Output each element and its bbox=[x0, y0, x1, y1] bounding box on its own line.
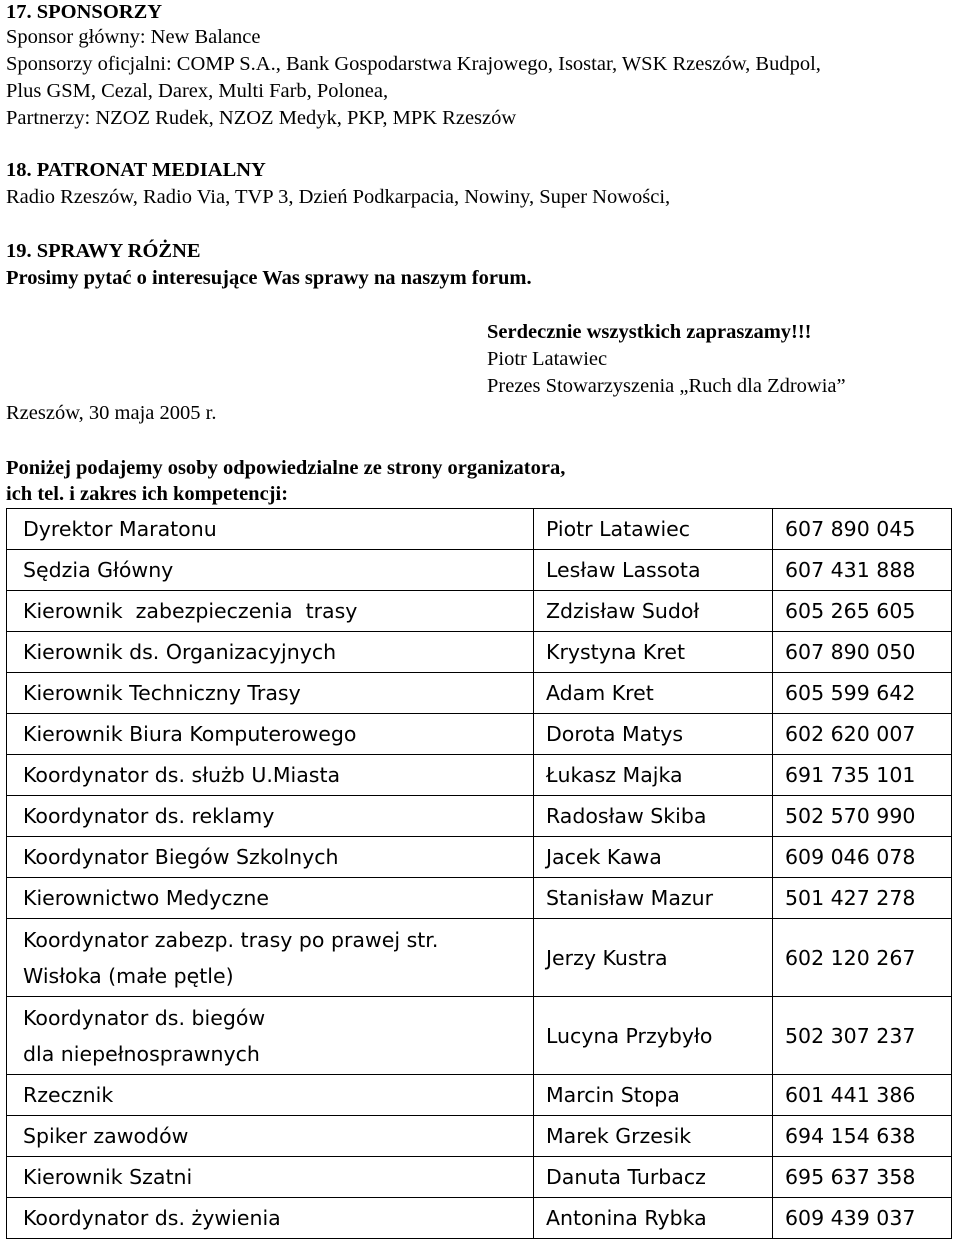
phone-cell: 607 890 050 bbox=[773, 632, 952, 673]
name-cell: Dorota Matys bbox=[534, 714, 773, 755]
sponsors-heading: 17. SPONSORZY bbox=[6, 1, 163, 23]
phone-cell: 691 735 101 bbox=[773, 755, 952, 796]
phone-cell: 609 439 037 bbox=[773, 1198, 952, 1239]
name-cell: Zdzisław Sudoł bbox=[534, 591, 773, 632]
name-cell: Danuta Turbacz bbox=[534, 1157, 773, 1198]
name-cell: Krystyna Kret bbox=[534, 632, 773, 673]
table-row bbox=[7, 509, 952, 550]
name-cell: Marcin Stopa bbox=[534, 1075, 773, 1116]
role-cell: Rzecznik bbox=[7, 1075, 534, 1116]
role-line-1: Koordynator ds. biegów bbox=[23, 1005, 266, 1030]
name-cell: Adam Kret bbox=[534, 673, 773, 714]
place-and-date: Rzeszów, 30 maja 2005 r. bbox=[6, 402, 217, 424]
role-cell: Koordynator Biegów Szkolnych bbox=[7, 837, 534, 878]
partners-line: Partnerzy: NZOZ Rudek, NZOZ Medyk, PKP, MPK Rzeszów bbox=[6, 107, 517, 129]
table-row bbox=[7, 997, 952, 1075]
table-row bbox=[7, 1075, 952, 1116]
table-row bbox=[7, 878, 952, 919]
role-line-1: Koordynator zabezp. trasy po prawej str. bbox=[23, 927, 439, 952]
role-cell: Koordynator ds. służb U.Miasta bbox=[7, 755, 534, 796]
phone-cell: 609 046 078 bbox=[773, 837, 952, 878]
role-cell: Sędzia Główny bbox=[7, 550, 534, 591]
name-cell: Lesław Lassota bbox=[534, 550, 773, 591]
phone-cell: 607 431 888 bbox=[773, 550, 952, 591]
name-cell: Marek Grzesik bbox=[534, 1116, 773, 1157]
table-row bbox=[7, 755, 952, 796]
role-cell bbox=[7, 997, 534, 1075]
role-line-2: dla niepełnosprawnych bbox=[23, 1041, 260, 1066]
table-row bbox=[7, 550, 952, 591]
phone-cell: 695 637 358 bbox=[773, 1157, 952, 1198]
name-cell: Jacek Kawa bbox=[534, 837, 773, 878]
table-row bbox=[7, 1198, 952, 1239]
role-cell bbox=[7, 919, 534, 997]
name-cell: Lucyna Przybyło bbox=[534, 997, 773, 1075]
media-heading: 18. PATRONAT MEDIALNY bbox=[6, 159, 266, 181]
phone-cell: 602 620 007 bbox=[773, 714, 952, 755]
name-cell: Piotr Latawiec bbox=[534, 509, 773, 550]
phone-cell: 502 570 990 bbox=[773, 796, 952, 837]
phone-cell: 694 154 638 bbox=[773, 1116, 952, 1157]
table-row bbox=[7, 796, 952, 837]
role-cell: Kierownik zabezpieczenia trasy bbox=[7, 591, 534, 632]
phone-cell: 605 265 605 bbox=[773, 591, 952, 632]
organizers-intro-2: ich tel. i zakres ich kompetencji: bbox=[6, 483, 289, 505]
role-cell: Kierownik Biura Komputerowego bbox=[7, 714, 534, 755]
phone-cell: 602 120 267 bbox=[773, 919, 952, 997]
role-cell: Kierownictwo Medyczne bbox=[7, 878, 534, 919]
table-row bbox=[7, 1157, 952, 1198]
forum-note: Prosimy pytać o interesujące Was sprawy na naszym forum. bbox=[6, 267, 532, 289]
table-row bbox=[7, 837, 952, 878]
misc-heading: 19. SPRAWY RÓŻNE bbox=[6, 240, 201, 262]
role-cell: Koordynator ds. reklamy bbox=[7, 796, 534, 837]
table-row bbox=[7, 714, 952, 755]
role-line-2: Wisłoka (małe pętle) bbox=[23, 963, 234, 988]
table-row bbox=[7, 919, 952, 997]
name-cell: Jerzy Kustra bbox=[534, 919, 773, 997]
role-cell: Kierownik ds. Organizacyjnych bbox=[7, 632, 534, 673]
phone-cell: 605 599 642 bbox=[773, 673, 952, 714]
signatory-title: Prezes Stowarzyszenia „Ruch dla Zdrowia” bbox=[487, 375, 846, 397]
role-cell: Kierownik Techniczny Trasy bbox=[7, 673, 534, 714]
phone-cell: 601 441 386 bbox=[773, 1075, 952, 1116]
main-sponsor: Sponsor główny: New Balance bbox=[6, 26, 261, 48]
organizers-intro-1: Poniżej podajemy osoby odpowiedzialne ze strony organizatora, bbox=[6, 457, 566, 479]
invitation: Serdecznie wszystkich zapraszamy!!! bbox=[487, 321, 812, 343]
phone-cell: 501 427 278 bbox=[773, 878, 952, 919]
table-row bbox=[7, 673, 952, 714]
phone-cell: 502 307 237 bbox=[773, 997, 952, 1075]
role-cell: Spiker zawodów bbox=[7, 1116, 534, 1157]
name-cell: Radosław Skiba bbox=[534, 796, 773, 837]
signatory-name: Piotr Latawiec bbox=[487, 348, 608, 370]
official-sponsors-line-2: Plus GSM, Cezal, Darex, Multi Farb, Polonea, bbox=[6, 80, 389, 102]
name-cell: Łukasz Majka bbox=[534, 755, 773, 796]
role-cell: Koordynator ds. żywienia bbox=[7, 1198, 534, 1239]
official-sponsors-line-1: Sponsorzy oficjalni: COMP S.A., Bank Gospodarstwa Krajowego, Isostar, WSK Rzeszów, Budpol, bbox=[6, 53, 821, 75]
role-cell: Kierownik Szatni bbox=[7, 1157, 534, 1198]
media-patrons: Radio Rzeszów, Radio Via, TVP 3, Dzień Podkarpacia, Nowiny, Super Nowości, bbox=[6, 186, 671, 208]
table-row bbox=[7, 591, 952, 632]
table-row bbox=[7, 632, 952, 673]
name-cell: Stanisław Mazur bbox=[534, 878, 773, 919]
table-row bbox=[7, 1116, 952, 1157]
name-cell: Antonina Rybka bbox=[534, 1198, 773, 1239]
organizers-table bbox=[6, 508, 952, 1239]
role-cell: Dyrektor Maratonu bbox=[7, 509, 534, 550]
phone-cell: 607 890 045 bbox=[773, 509, 952, 550]
